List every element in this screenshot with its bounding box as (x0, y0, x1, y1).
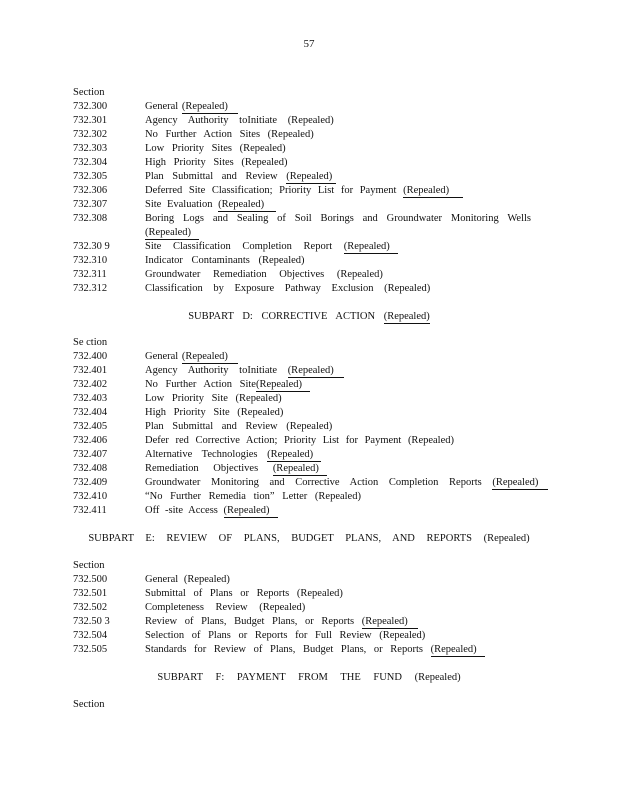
section-number: 732.311 (73, 269, 107, 280)
section-title: Alternative Technologies (Repealed) (145, 448, 531, 462)
section-title: No Further Action Site(Repealed) (145, 378, 531, 392)
section-number: 732.500 (73, 574, 108, 585)
list-item (73, 100, 543, 114)
section-number: 732.501 (73, 588, 108, 599)
section-title: General (Repealed) (145, 574, 230, 585)
section-number: 732.303 (73, 143, 108, 154)
section-title: Completeness Review (Repealed) (145, 602, 306, 613)
section-number: 732.308 (73, 213, 108, 224)
section-title: Classification by Exposure Pathway Exclusion (Repealed) (145, 283, 431, 294)
section-title: Groundwater Monitoring and Corrective Action Completion Reports (Repealed) (145, 476, 531, 490)
section-label: Se ction (73, 337, 108, 348)
page-number: 57 (303, 38, 315, 50)
section-list-subpart-e (73, 559, 543, 657)
list-item (73, 643, 543, 657)
list-item (73, 448, 543, 462)
list-item (73, 420, 543, 434)
list-item (73, 128, 543, 142)
section-list-subpart-f (73, 698, 543, 712)
section-number: 732.301 (73, 115, 108, 126)
section-number: 732.306 (73, 185, 108, 196)
section-title: Site Classification Completion Report (Repealed) (145, 240, 531, 254)
section-title: High Priority Sites (Repealed) (145, 157, 288, 168)
section-number: 732.408 (73, 463, 108, 474)
list-item (73, 504, 543, 518)
section-number: 732.409 (73, 477, 108, 488)
list-item (73, 268, 543, 282)
section-title: Plan Submittal and Review (Repealed) (145, 170, 531, 184)
section-number: 732.400 (73, 351, 108, 362)
list-item (73, 184, 543, 198)
section-title: Low Priority Sites (Repealed) (145, 143, 286, 154)
section-number: 732.407 (73, 449, 108, 460)
section-title: Defer red Corrective Action; Priority List for Payment (Repealed) (145, 435, 454, 446)
section-number: 732.403 (73, 393, 108, 404)
list-item (73, 240, 543, 254)
list-item (73, 406, 543, 420)
list-item (73, 462, 543, 476)
list-item (73, 587, 543, 601)
section-title: “No Further Remedia tion” Letter (Repealed) (145, 491, 361, 502)
section-title: Agency Authority toInitiate (Repealed) (145, 364, 531, 378)
list-item (73, 476, 543, 490)
section-title: Remediation Objectives (Repealed) (145, 462, 531, 476)
section-number: 732.401 (73, 365, 108, 376)
section-title: General (Repealed) (145, 100, 531, 114)
list-item (73, 142, 543, 156)
section-number: 732.305 (73, 171, 108, 182)
list-item (73, 170, 543, 184)
section-title: General (Repealed) (145, 350, 531, 364)
section-title: Site Evaluation (Repealed) (145, 198, 531, 212)
list-item (73, 114, 543, 128)
section-number: 732.300 (73, 101, 108, 112)
section-number: 732.410 (73, 491, 108, 502)
section-title: No Further Action Sites (Repealed) (145, 129, 314, 140)
section-list-subpart-c (73, 86, 543, 296)
list-item (73, 601, 543, 615)
list-item (73, 212, 543, 240)
section-number: 732.304 (73, 157, 108, 168)
section-label: Section (73, 87, 105, 98)
section-list-subpart-d (73, 336, 543, 518)
list-item (73, 350, 543, 364)
section-number: 732.50 3 (73, 616, 110, 627)
list-item (73, 198, 543, 212)
section-number: 732.302 (73, 129, 108, 140)
subpart-d-heading: SUBPART D: CORRECTIVE ACTION (Repealed) (188, 311, 430, 322)
section-title: Low Priority Site (Repealed) (145, 393, 282, 404)
section-number: 732.402 (73, 379, 108, 390)
section-number: 732.405 (73, 421, 108, 432)
section-number: 732.30 9 (73, 241, 110, 252)
section-title: Off -site Access (Repealed) (145, 504, 531, 518)
section-title: Deferred Site Classification; Priority List for Payment (Repealed) (145, 184, 531, 198)
section-number: 732.504 (73, 630, 108, 641)
subpart-e-heading: SUBPART E: REVIEW OF PLANS, BUDGET PLANS, AND REPORTS (Repealed) (88, 533, 530, 544)
subpart-f-heading: SUBPART F: PAYMENT FROM THE FUND (Repealed) (157, 672, 461, 683)
list-item (73, 364, 543, 378)
list-item (73, 378, 543, 392)
section-title: High Priority Site (Repealed) (145, 407, 284, 418)
list-item (73, 490, 543, 504)
section-title: Selection of Plans or Reports for Full Review (Repealed) (145, 630, 426, 641)
list-item (73, 573, 543, 587)
section-number: 732.406 (73, 435, 108, 446)
section-title: Plan Submittal and Review (Repealed) (145, 421, 333, 432)
section-number: 732.505 (73, 644, 108, 655)
section-title: Review of Plans, Budget Plans, or Reports (Repealed) (145, 615, 531, 629)
section-label: Section (73, 560, 105, 571)
section-number: 732.411 (73, 505, 107, 516)
section-title: Standards for Review of Plans, Budget Plans, or Reports (Repealed) (145, 643, 531, 657)
section-number: 732.310 (73, 255, 108, 266)
section-title: Groundwater Remediation Objectives (Repealed) (145, 269, 383, 280)
section-title: Agency Authority toInitiate (Repealed) (145, 115, 334, 126)
list-item (73, 254, 543, 268)
list-item (73, 434, 543, 448)
section-title: Submittal of Plans or Reports (Repealed) (145, 588, 343, 599)
list-item (73, 615, 543, 629)
list-item (73, 156, 543, 170)
list-item (73, 629, 543, 643)
section-title: Indicator Contaminants (Repealed) (145, 255, 305, 266)
section-number: 732.307 (73, 199, 108, 210)
section-number: 732.312 (73, 283, 108, 294)
section-number: 732.502 (73, 602, 108, 613)
section-number: 732.404 (73, 407, 108, 418)
list-item (73, 282, 543, 296)
list-item (73, 392, 543, 406)
section-label: Section (73, 699, 105, 710)
section-title: Boring Logs and Sealing of Soil Borings and Groundwater Monitoring Wells (Repealed) (145, 213, 531, 238)
